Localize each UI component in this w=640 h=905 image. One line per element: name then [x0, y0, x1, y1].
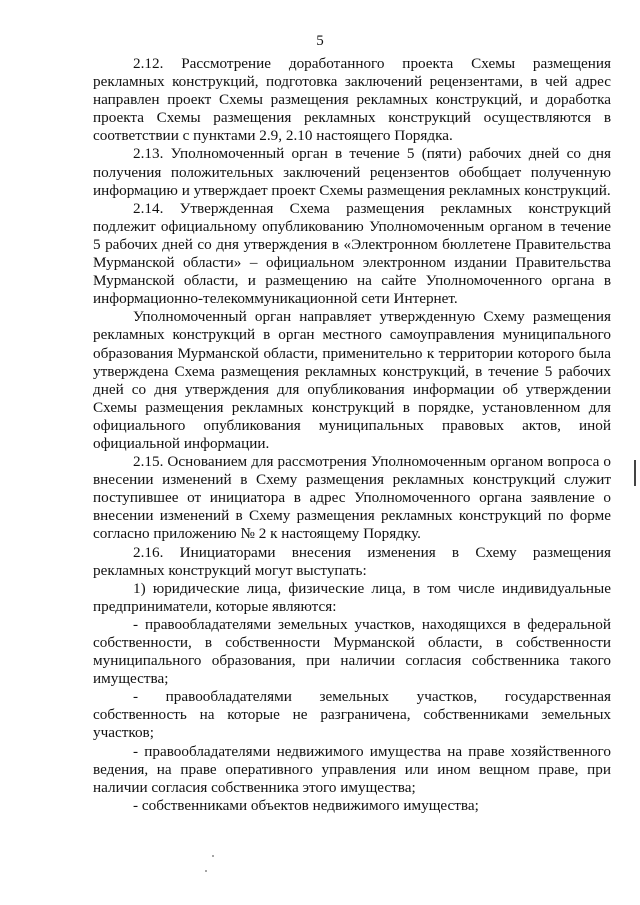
list-item-federal-land: - правообладателями земельных участков, находящихся в федеральной собственности, в собственности Мурманской области, в собственности муниципального образования, при наличии согласия собственника такого имущества; [93, 615, 611, 688]
paragraph-authority-sends: Уполномоченный орган направляет утвержденную Схему размещения рекламных конструкций в орган местного самоуправления муниципального образования Мурманской области, применительно к территории которого была утверждена Схема размещения рекламных конструкций, в течение 5 рабочих дней со дня утверждения для опубликования информации об утверждении Схемы размещения рекламных конструкций в порядке, установленном для официального опубликования муниципальных правовых актов, иной официальной информации. [93, 308, 611, 452]
scan-dot [212, 855, 214, 857]
paragraph-2-14: 2.14. Утвержденная Схема размещения рекламных конструкций подлежит официальному опубликованию Уполномоченным органом в течение 5 рабочих дней со дня утверждения в «Электронном бюллетене Правительства Мурманской области» – официальном электронном издании Правительства Мурманской области, и размещению на сайте Уполномоченного органа в информационно-телекоммуникационной сети Интернет. [93, 199, 611, 308]
scan-dot [205, 870, 207, 872]
paragraph-2-13: 2.13. Уполномоченный орган в течение 5 (пяти) рабочих дней со дня получения положительных заключений рецензентов обобщает полученную информацию и утверждает проект Схемы размещения рекламных конструкций. [93, 145, 611, 199]
list-item-real-estate-owners: - собственниками объектов недвижимого имущества; [133, 796, 479, 814]
document-body [93, 55, 611, 815]
page-number: 5 [316, 33, 324, 49]
scan-edge-mark [634, 460, 636, 486]
list-item-unallocated-land: - правообладателями земельных участков, государственная собственность на которые не разграничена, собственниками земельных участков; [93, 688, 611, 742]
paragraph-2-15: 2.15. Основанием для рассмотрения Уполномоченным органом вопроса о внесении изменений в Схему размещения рекламных конструкций служит поступившее от инициатора в адрес Уполномоченного органа заявление о внесении изменений в Схему размещения рекламных конструкций по форме согласно приложению № 2 к настоящему Порядку. [93, 453, 611, 543]
paragraph-2-16: 2.16. Инициаторами внесения изменения в Схему размещения рекламных конструкций могут выступать: [93, 543, 611, 579]
list-item-1: 1) юридические лица, физические лица, в том числе индивидуальные предприниматели, которые являются: [93, 579, 611, 615]
list-item-real-estate-rights: - правообладателями недвижимого имущества на праве хозяйственного ведения, на праве оперативного управления или ином вещном праве, при наличии согласия собственника этого имущества; [93, 742, 611, 796]
paragraph-2-12: 2.12. Рассмотрение доработанного проекта Схемы размещения рекламных конструкций, подготовка заключений рецензентами, в чей адрес направлен проект Схемы размещения рекламных конструкций, и доработка проекта Схемы размещения рекламных конструкций осуществляются в соответствии с пунктами 2.9, 2.10 настоящего Порядка. [93, 55, 611, 145]
